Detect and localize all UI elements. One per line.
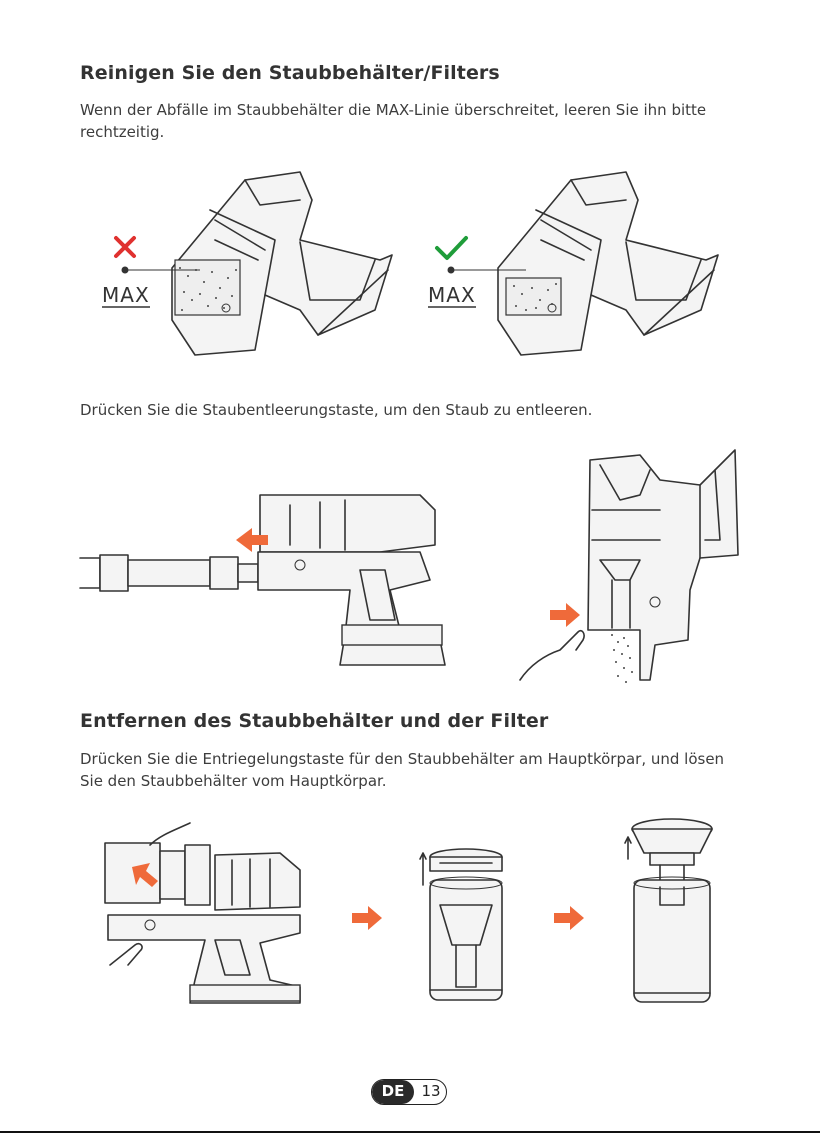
remove-dustbin-illustration [0, 815, 820, 1015]
vacuum-vertical [588, 450, 738, 680]
hand-bottom-icon [110, 944, 142, 965]
wrong-icon [116, 238, 134, 256]
page-number: 13 [421, 1082, 441, 1100]
arrow-right-icon-1 [352, 906, 382, 930]
page-indicator [371, 1079, 447, 1105]
max-label-left: MAX [102, 283, 150, 307]
vacuum-horizontal [80, 495, 445, 665]
language-badge: DE [372, 1080, 414, 1104]
arrow-right-icon [550, 603, 580, 627]
max-line-illustration [0, 160, 820, 370]
hand-icon [520, 631, 584, 680]
bottom-rule [0, 1131, 820, 1133]
section-text-remove-dustbin: Drücken Sie die Entriegelungstaste für den Staubbehälter am Hauptkörpar, und lösen Sie den Staubbehälter vom Hauptkörpar. [80, 750, 725, 790]
dustbin-cone-removed [625, 819, 712, 1002]
dustbin-filter-removed [420, 849, 502, 1000]
section-text-clean-dustbin: Wenn der Abfälle im Staubbehälter die MAX-Linie überschreitet, leeren Sie ihn bitte rechtzeitig. [80, 101, 707, 141]
vacuum-correct-fill [498, 172, 718, 355]
dust-particles [611, 634, 633, 683]
vacuum-overfilled [172, 172, 392, 355]
hand-top-icon [150, 823, 190, 845]
arrow-right-icon-2 [554, 906, 584, 930]
check-icon [437, 238, 466, 258]
section-title-remove-dustbin: Entfernen des Staubbehälter und der Filter [80, 710, 549, 732]
max-label-right: MAX [428, 283, 476, 307]
empty-dust-illustration [0, 440, 820, 690]
section-text-empty-dust: Drücken Sie die Staubentleerungstaste, um den Staub zu entleeren. [80, 401, 593, 419]
section-title-clean-dustbin: Reinigen Sie den Staubbehälter/Filters [80, 62, 500, 84]
